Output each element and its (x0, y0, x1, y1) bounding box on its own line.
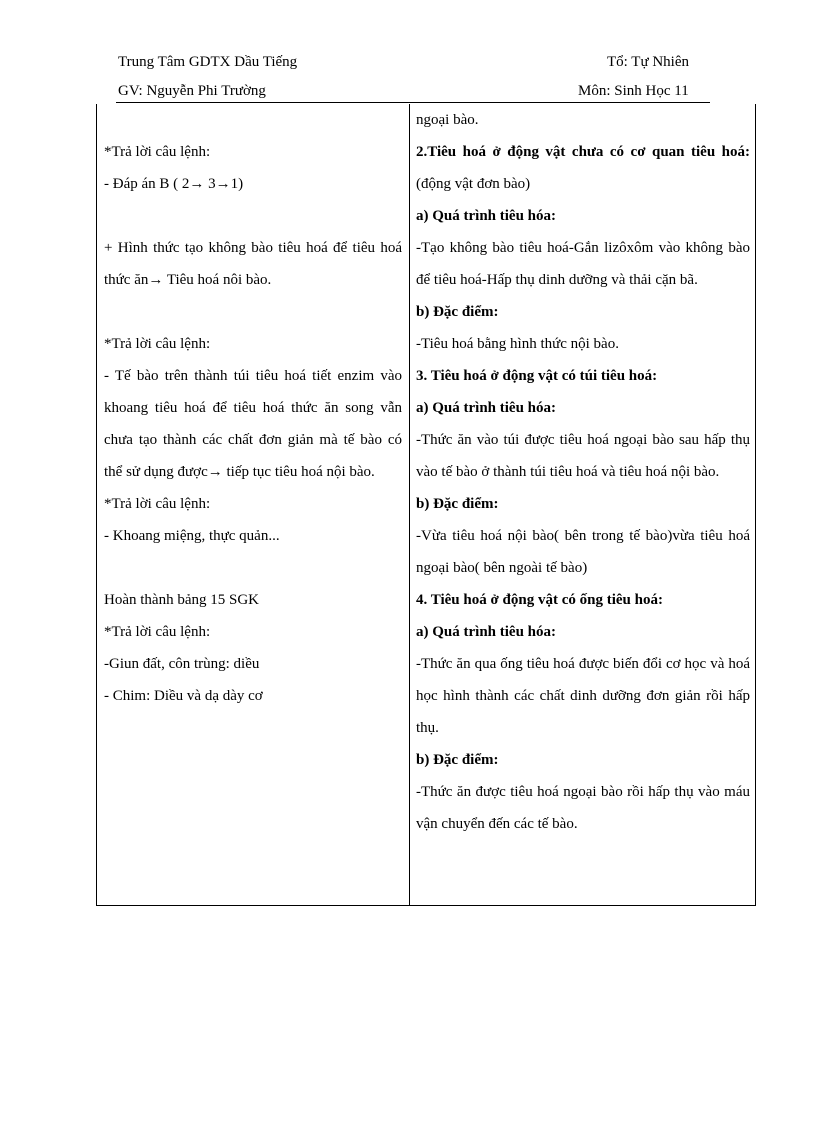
header-subject: Môn: Sinh Học 11 (578, 83, 689, 99)
section-2-heading (416, 136, 750, 200)
header-group: Tổ: Tự Nhiên (607, 54, 690, 70)
header-teacher: GV: Nguyễn Phi Trường (118, 83, 266, 99)
section-4-features-text: -Thức ăn được tiêu hoá ngoại bào rồi hấp thụ vào máu vận chuyển đến các tế bào. (416, 784, 750, 832)
section-2-process-heading: a) Quá trình tiêu hóa: (416, 208, 557, 224)
section-2-process-text: -Tạo không bào tiêu hoá-Gắn lizôxôm vào không bào để tiêu hoá-Hấp thụ dinh dưỡng và thải cặn bã. (416, 240, 750, 288)
section-3-features-heading: b) Đặc điểm: (416, 496, 499, 512)
column-divider (409, 104, 410, 905)
left-prompt-4: *Trả lời câu lệnh: (104, 624, 211, 640)
left-answer-3: - Tế bào trên thành túi tiêu hoá tiết enzim vào khoang tiêu hoá để tiêu hoá thức ăn song vẫn chưa tạo thành các chất đơn giản mà tế bào có thể sử dụng được→ tiếp tục tiêu hoá nội bào. (104, 368, 402, 480)
left-answer-1: - Đáp án B ( 2→ 3→1) (104, 176, 244, 192)
left-answer-6: - Chim: Diều và dạ dày cơ (104, 688, 263, 704)
left-prompt-1: *Trả lời câu lệnh: (104, 144, 211, 160)
right-text-1: ngoại bào. (416, 112, 479, 128)
section-2-features-heading: b) Đặc điểm: (416, 304, 499, 320)
left-answer-2: + Hình thức tạo không bào tiêu hoá để tiêu hoá thức ăn→ Tiêu hoá nôi bào. (104, 240, 402, 288)
header-underline (116, 102, 710, 103)
section-3-process-heading: a) Quá trình tiêu hóa: (416, 400, 557, 416)
left-task: Hoàn thành bảng 15 SGK (104, 592, 259, 608)
section-4-heading: 4. Tiêu hoá ở động vật có ống tiêu hoá: (416, 592, 663, 608)
right-column (416, 104, 750, 840)
left-prompt-3: *Trả lời câu lệnh: (104, 496, 211, 512)
header-center: Trung Tâm GDTX Dầu Tiếng (118, 54, 298, 70)
section-4-process-text: -Thức ăn qua ống tiêu hoá được biến đổi cơ học và hoá học hình thành các chất dinh dưỡng đơn giản rồi hấp thụ. (416, 656, 750, 736)
left-column (104, 104, 402, 712)
section-4-process-heading: a) Quá trình tiêu hóa: (416, 624, 557, 640)
section-2-note: (động vật đơn bào) (416, 176, 531, 192)
section-2-features-text: -Tiêu hoá bằng hình thức nội bào. (416, 336, 619, 352)
left-prompt-2: *Trả lời câu lệnh: (104, 336, 211, 352)
section-3-heading: 3. Tiêu hoá ở động vật có túi tiêu hoá: (416, 368, 658, 384)
section-3-process-text: -Thức ăn vào túi được tiêu hoá ngoại bào sau hấp thụ vào tế bào ở thành túi tiêu hoá và tiêu hoá nội bào. (416, 432, 750, 480)
left-answer-4: - Khoang miệng, thực quản... (104, 528, 280, 544)
content-table (96, 104, 756, 906)
section-2-title: 2.Tiêu hoá ở động vật chưa có cơ quan tiêu hoá: (416, 144, 750, 160)
section-4-features-heading: b) Đặc điểm: (416, 752, 499, 768)
left-answer-5: -Giun đất, côn trùng: diều (104, 656, 260, 672)
section-3-features-text: -Vừa tiêu hoá nội bào( bên trong tế bào)vừa tiêu hoá ngoại bào( bên ngoài tế bào) (416, 528, 750, 576)
